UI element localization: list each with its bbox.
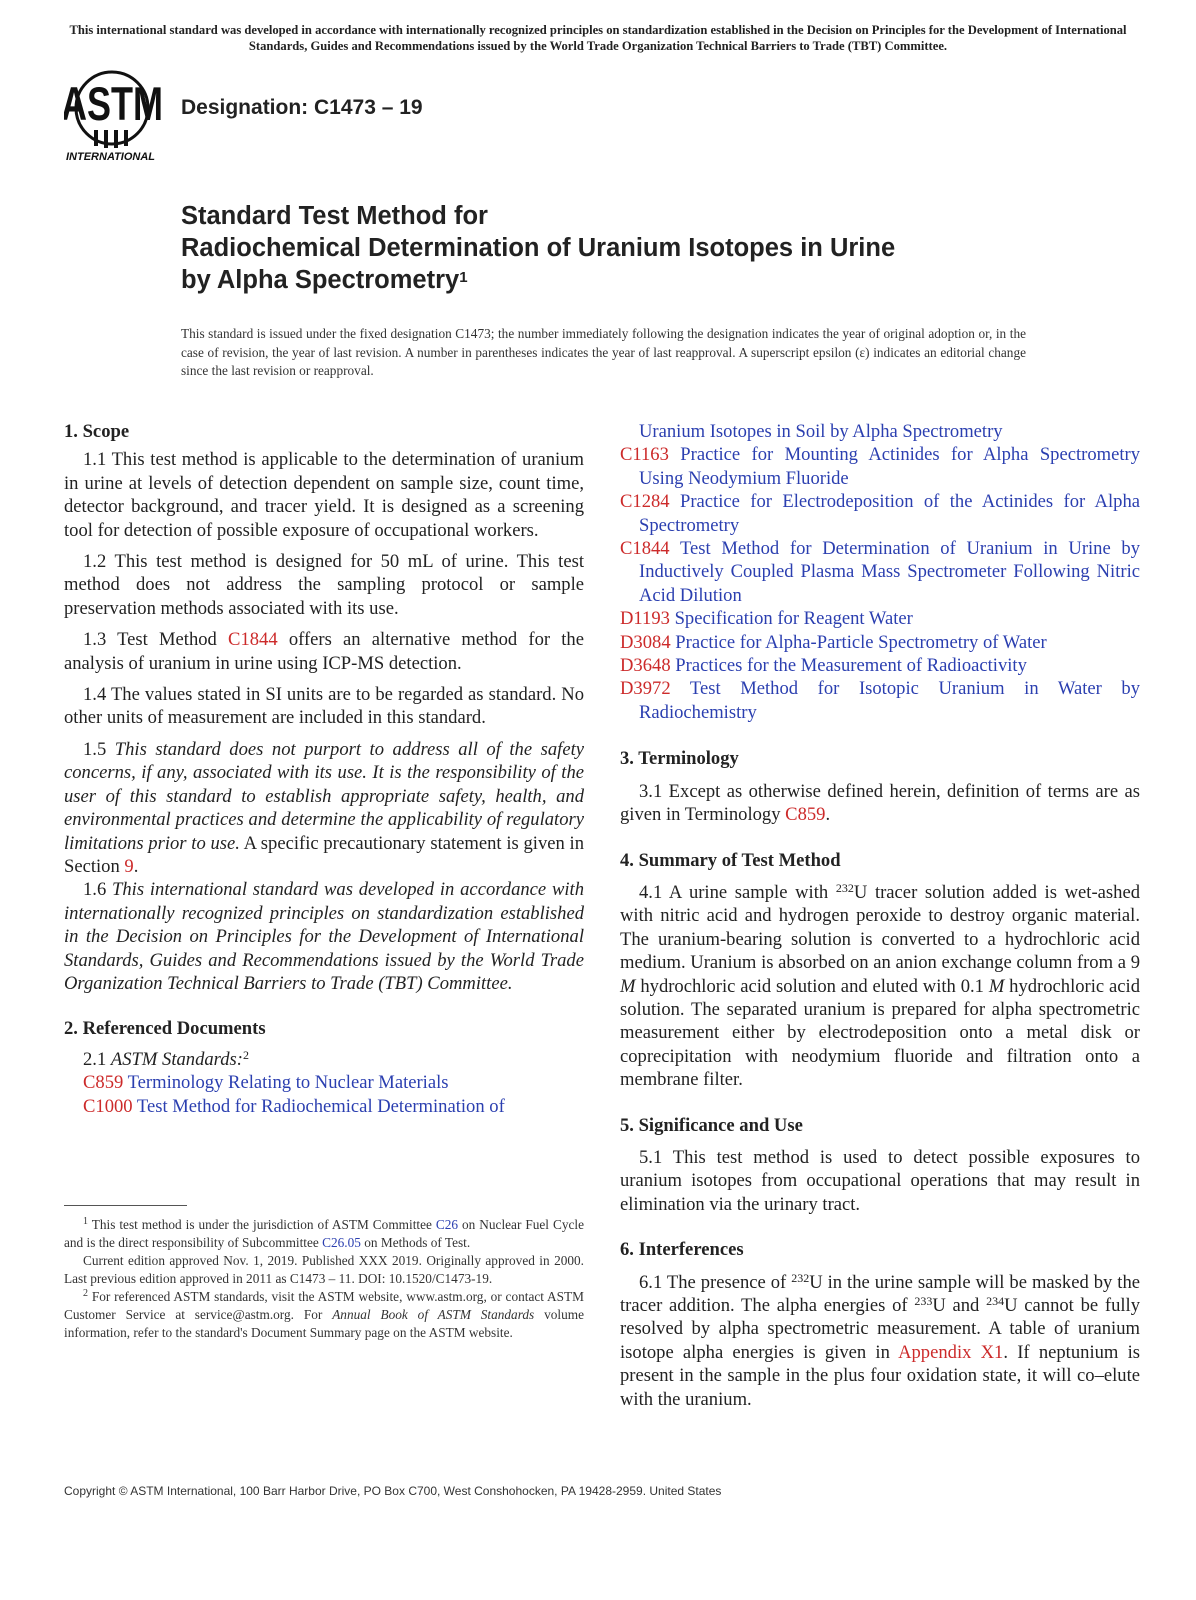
paragraph-1-2: 1.2 This test method is designed for 50 mL of urine. This test method does not address the sampling protocol or sample preservation methods associated with its use.	[64, 551, 584, 619]
link-c26[interactable]: C26	[435, 1217, 459, 1232]
paragraph-1-1: 1.1 This test method is applicable to the determination of uranium in urine at levels of detection dependent on sample size, count time, detector background, and tracer yield. It is designed as a screening tool for detection of possible exposure of occupational workers.	[64, 449, 584, 541]
paragraph-1-4: 1.4 The values stated in SI units are to be regarded as standard. No other units of measurement are included in this standard.	[64, 684, 584, 729]
paragraph-5-1: 5.1 This test method is used to detect possible exposures to uranium isotopes from occupational operations that may result in elimination via the urinary tract.	[620, 1146, 1140, 1215]
ref-item-d1193[interactable]: D1193 Specification for Reagent Water	[620, 608, 913, 630]
ref-item-d3972[interactable]: D3972 Test Method for Isotopic Uranium in Water by Radiochemistry	[620, 678, 1141, 723]
right-column	[620, 420, 1140, 1411]
ref-item-c1000-continued[interactable]: Uranium Isotopes in Soil by Alpha Spectrometry	[639, 421, 1003, 442]
footnotes	[64, 1216, 584, 1342]
astm-logo-icon	[64, 68, 168, 168]
ref-item-d3648[interactable]: D3648 Practices for the Measurement of Radioactivity	[620, 655, 1027, 677]
section-heading-summary: 4. Summary of Test Method	[620, 849, 841, 871]
ref-item-c1163[interactable]: C1163 Practice for Mounting Actinides for Alpha Spectrometry Using Neodymium Fluoride	[620, 444, 1140, 489]
paragraph-1-3: 1.3 Test Method C1844 offers an alternative method for the analysis of uranium in urine using ICP-MS detection.	[64, 629, 584, 674]
link-appendix-x1[interactable]: Appendix X1	[898, 1341, 1004, 1363]
link-c859[interactable]: C859	[785, 804, 826, 826]
section-heading-terminology: 3. Terminology	[620, 748, 739, 770]
copyright-notice: Copyright © ASTM International, 100 Barr Harbor Drive, PO Box C700, West Conshohocken, PA 19428-2959. United States	[64, 1484, 722, 1498]
ref-item-c1844[interactable]: C1844 Test Method for Determination of Uranium in Urine by Inductively Coupled Plasma Mass Spectrometer Following Nitric Acid Dilution	[620, 538, 1141, 606]
paragraph-3-1: 3.1 Except as otherwise defined herein, definition of terms are as given in Terminology C859.	[620, 780, 1140, 826]
title-footnote-mark: 1	[459, 269, 468, 286]
footnote-divider	[64, 1205, 187, 1206]
logo-sub-label: INTERNATIONAL	[66, 151, 156, 163]
title-line-2: Radiochemical Determination of Uranium Isotopes in Urine	[181, 234, 896, 262]
section-heading-scope: 1. Scope	[64, 421, 130, 442]
footnote-2: $^2$ For referenced ASTM standards, visit the ASTM website, www.astm.org, or contact ASTM Customer Service at service@astm.org. For Annual Book of ASTM Standards volume information, refer to the standard's Document Summary page on the ASTM website.	[64, 1288, 584, 1340]
paragraph-6-1: 6.1 The presence of $^{232}$U in the urine sample will be masked by the tracer addition. The alpha energies of $^{233}$U and $^{234}$U cannot be fully resolved by alpha spectrometric measurement. A table of uranium isotope alpha energies is given in Appendix X1. If neptunium is present in the sample in the plus four oxidation state, it will co–elute with the uranium.	[620, 1270, 1140, 1410]
link-c1844[interactable]: C1844	[228, 629, 278, 651]
section-heading-referenced-documents: 2. Referenced Documents	[64, 1018, 266, 1040]
title-line-3: by Alpha Spectrometry$^1$	[181, 266, 468, 294]
ref-item-d3084[interactable]: D3084 Practice for Alpha-Particle Spectrometry of Water	[620, 631, 1047, 653]
top-notice: This international standard was developed in accordance with internationally recognized principles on standardization established in the Decision on Principles for the Development of International Standards, Guides and Recommendations issued by the World Trade Organization Technical Barriers to Trade (TBT) Committee.	[69, 23, 1127, 53]
footnote-1: $^1$ This test method is under the jurisdiction of ASTM Committee C26 on Nuclear Fuel Cycle and is the direct responsibility of Subcommittee C26.05 on Methods of Test.	[64, 1216, 584, 1250]
link-section-9[interactable]: 9	[124, 855, 134, 877]
left-column	[64, 420, 584, 1118]
ref-item-c1284[interactable]: C1284 Practice for Electrodeposition of the Actinides for Alpha Spectrometry	[620, 491, 1140, 536]
paragraph-1-6: 1.6 This international standard was developed in accordance with internationally recognized principles on standardization established in the Decision on Principles for the Development of International Standards, Guides and Recommendations issued by the World Trade Organization Technical Barriers to Trade (TBT) Committee.	[64, 879, 585, 994]
section-heading-interferences: 6. Interferences	[620, 1239, 744, 1261]
designation: Designation: C1473 – 19	[181, 96, 423, 119]
footnote-1-edition: Current edition approved Nov. 1, 2019. Published XXX 2019. Originally approved in 2000. Last previous edition approved in 2011 as C1473 – 11. DOI: 10.1520/C1473-19.	[64, 1253, 584, 1286]
section-heading-significance: 5. Significance and Use	[620, 1114, 803, 1136]
document-title	[181, 200, 1081, 296]
paragraph-4-1: 4.1 A urine sample with $^{232}$U tracer solution added is wet-ashed with nitric acid and hydrogen peroxide to destroy organic material. The uranium-bearing solution is converted to a hydrochloric acid medium. Uranium is absorbed on an anion exchange column from a 9 M hydrochloric acid solution and eluted with 0.1 M hydrochloric acid solution. The separated uranium is prepared for alpha spectrometric measurement either by electrodeposition onto a metal disk or coprecipitation with neodymium fluoride and filtration onto a membrane filter.	[620, 880, 1140, 1091]
title-line-1: Standard Test Method for	[181, 202, 488, 230]
issue-note: This standard is issued under the fixed designation C1473; the number immediately following the designation indicates the year of original adoption or, in the case of revision, the year of last revision. A number in parentheses indicates the year of last reapproval. A superscript epsilon (ε) indicates an editorial change since the last revision or reapproval.	[181, 326, 1026, 378]
ref-item-c1000[interactable]: C1000 Test Method for Radiochemical Determination of	[83, 1095, 505, 1117]
svg-text:ASTM: ASTM	[64, 77, 163, 131]
ref-item-c859[interactable]: C859 Terminology Relating to Nuclear Materials	[83, 1072, 449, 1094]
paragraph-2-1: 2.1 ASTM Standards:$^2$	[83, 1047, 249, 1070]
link-c26-05[interactable]: C26.05	[322, 1235, 361, 1250]
paragraph-1-5: 1.5 This standard does not purport to address all of the safety concerns, if any, associated with its use. It is the responsibility of the user of this standard to establish appropriate safety, health, and environmental practices and determine the applicability of regulatory limitations prior to use. A specific precautionary statement is given in Section 9.	[64, 738, 585, 877]
